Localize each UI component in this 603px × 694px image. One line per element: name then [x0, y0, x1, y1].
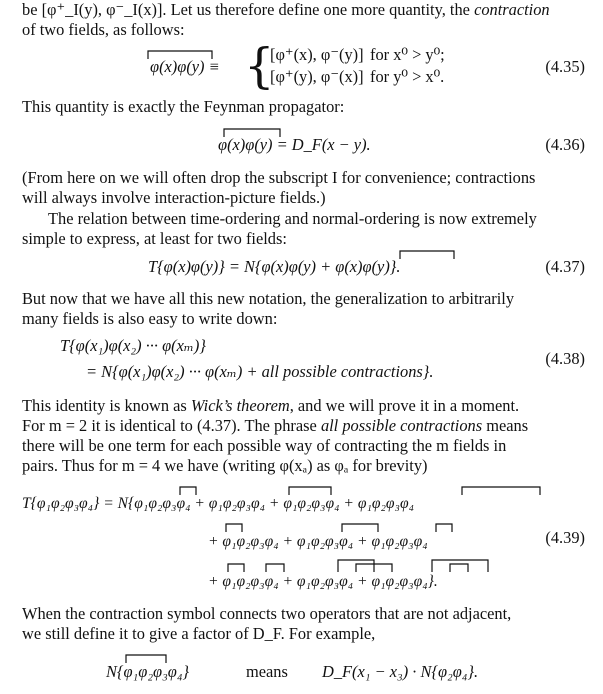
- equation-number-4-35: (4.35): [545, 57, 585, 76]
- paragraph-text: , and we will prove it in a moment.: [289, 396, 520, 415]
- paragraph-text: of two fields, as follows:: [22, 20, 185, 39]
- equation-4-39-line2: + φ₁φ₂φ₃φ₄ + φ₁φ₂φ₃φ₄ + φ₁φ₂φ₃φ₄: [208, 533, 428, 550]
- paragraph-text: The relation between time-ordering and normal-ordering is now extremely: [48, 209, 537, 228]
- paragraph-text: But now that we have all this new notation, the generalization to arbitrarily: [22, 289, 515, 308]
- paragraph-text: This quantity is exactly the Feynman propagator:: [22, 97, 345, 116]
- equation-4-35-cond2: for y⁰ > x⁰.: [370, 67, 445, 86]
- text-line: [22, 604, 589, 624]
- equation-number-4-38: (4.38): [545, 349, 585, 368]
- paragraph-text: will always involve interaction-picture fields.): [22, 188, 326, 207]
- emphasis-wicks-theorem: Wick’s theorem: [190, 396, 290, 415]
- text-line: [22, 97, 589, 117]
- paragraph-text: means: [486, 416, 529, 435]
- left-brace: {: [244, 38, 275, 94]
- paragraph-text: pairs. Thus for m = 4 we have (writing φ(xₐ) as φₐ for brevity): [22, 456, 428, 475]
- paragraph-text: For m = 2 it is identical to (4.37). The phrase: [22, 416, 317, 435]
- example-means: means: [246, 662, 288, 681]
- text-line: [22, 229, 589, 249]
- equation-4-39-line3: + φ₁φ₂φ₃φ₄ + φ₁φ₂φ₃φ₄ + φ₁φ₂φ₃φ₄}.: [208, 573, 438, 590]
- equation-number-4-36: (4.36): [545, 135, 585, 154]
- equation-4-38-line1: T{φ(x₁)φ(x₂) ··· φ(xₘ)}: [60, 336, 206, 355]
- emphasis-all-possible-contractions: all possible contractions: [320, 416, 483, 435]
- equation-4-35-case2: [φ⁺(y), φ⁻(x)]: [270, 67, 364, 86]
- equation-number-4-39: (4.39): [545, 528, 585, 547]
- text-line: [22, 416, 589, 436]
- equation-4-35-lhs: φ(x)φ(y) ≡: [150, 57, 220, 76]
- text-line: [48, 209, 589, 229]
- text-line: [22, 396, 589, 416]
- example-lhs: N{φ₁φ₂φ₃φ₄}: [106, 662, 190, 681]
- paragraph-text: be [φ⁺_I(y), φ⁻_I(x)]. Let us therefore define one more quantity, the: [22, 0, 470, 19]
- equation-4-35-case1: [φ⁺(x), φ⁻(y)]: [270, 45, 364, 64]
- text-line: [22, 624, 589, 644]
- paragraph-text: When the contraction symbol connects two operators that are not adjacent,: [22, 604, 512, 623]
- text-line: [22, 0, 589, 20]
- equation-4-36: φ(x)φ(y) = D_F(x − y).: [218, 135, 371, 154]
- equation-4-37: T{φ(x)φ(y)} = N{φ(x)φ(y) + φ(x)φ(y)}.: [148, 257, 401, 276]
- paragraph-text: there will be one term for each possible way of contracting the m fields in: [22, 436, 507, 455]
- paragraph-text: This identity is known as: [22, 396, 187, 415]
- text-line: [22, 188, 589, 208]
- paragraph-text: simple to express, at least for two fields:: [22, 229, 287, 248]
- text-line: [22, 168, 589, 188]
- paragraph-text: we still define it to give a factor of D_F. For example,: [22, 624, 376, 643]
- example-rhs: D_F(x₁ − x₃) · N{φ₂φ₄}.: [322, 662, 479, 681]
- contraction-bracket: [460, 486, 544, 496]
- contraction-bracket: [146, 50, 216, 60]
- contraction-bracket: [398, 250, 458, 260]
- text-line: [22, 20, 589, 40]
- text-line: [22, 309, 589, 329]
- text-line: [22, 436, 589, 456]
- paragraph-text: many fields is also easy to write down:: [22, 309, 278, 328]
- equation-number-4-37: (4.37): [545, 257, 585, 276]
- contraction-bracket-pair: [430, 558, 510, 574]
- text-line: [22, 456, 589, 476]
- emphasis-contraction: contraction: [474, 0, 550, 19]
- text-line: [22, 289, 589, 309]
- equation-4-39-line1: T{φ₁φ₂φ₃φ₄} = N{φ₁φ₂φ₃φ₄ + φ₁φ₂φ₃φ₄ + φ₁φ₂φ₃φ₄ + φ₁φ₂φ₃φ₄: [22, 495, 415, 512]
- equation-4-35-cond1: for x⁰ > y⁰;: [370, 45, 445, 64]
- contraction-bracket: [434, 523, 456, 533]
- paragraph-text: (From here on we will often drop the subscript I for convenience; contractions: [22, 168, 536, 187]
- equation-4-38-line2: = N{φ(x₁)φ(x₂) ··· φ(xₘ) + all possible contractions}.: [86, 362, 434, 381]
